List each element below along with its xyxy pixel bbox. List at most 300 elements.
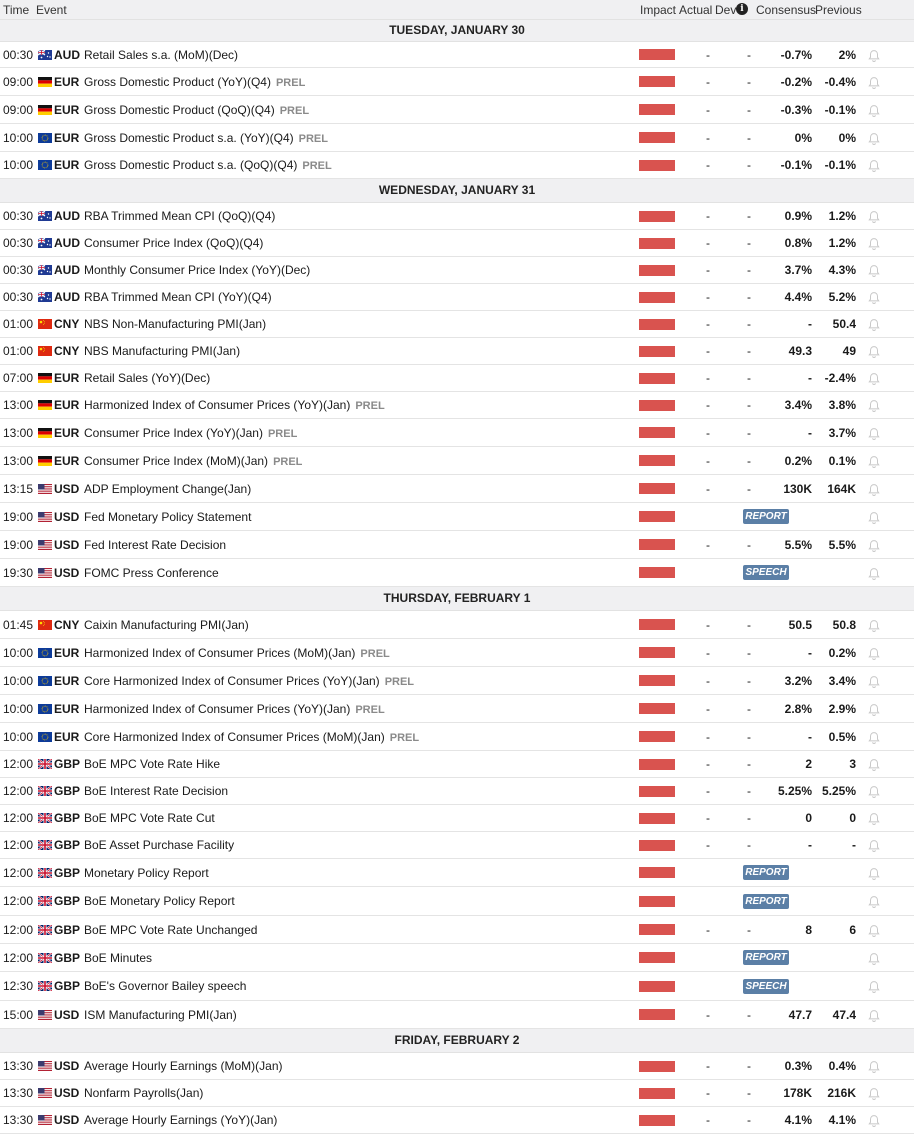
event-name-cell[interactable] bbox=[84, 811, 215, 825]
bell-icon[interactable] bbox=[867, 291, 881, 305]
event-currency: USD bbox=[54, 1059, 80, 1073]
event-currency: AUD bbox=[54, 290, 80, 304]
bell-icon[interactable] bbox=[867, 1060, 881, 1074]
event-name-cell[interactable] bbox=[84, 838, 234, 852]
event-deviation: - bbox=[747, 784, 751, 798]
impact-high-bar bbox=[639, 292, 675, 303]
event-previous: 3.4% bbox=[828, 674, 856, 688]
event-name-cell[interactable] bbox=[84, 158, 332, 172]
event-name-cell[interactable] bbox=[84, 646, 390, 660]
event-consensus: 49.3 bbox=[788, 344, 812, 358]
event-name[interactable]: BoE Minutes bbox=[84, 951, 153, 965]
event-row[interactable] bbox=[0, 152, 914, 179]
gb-flag-icon bbox=[38, 759, 52, 769]
event-time: 13:00 bbox=[3, 426, 34, 440]
event-name-cell[interactable] bbox=[84, 236, 263, 250]
event-name-cell[interactable] bbox=[84, 618, 249, 632]
event-currency: EUR bbox=[54, 674, 80, 688]
day-header: FRIDAY, FEBRUARY 2 bbox=[0, 1029, 914, 1053]
impact-high-bar bbox=[639, 76, 675, 87]
prel-tag: PREL bbox=[279, 105, 310, 117]
impact-high-bar bbox=[639, 924, 675, 935]
event-time: 10:00 bbox=[3, 158, 34, 172]
bell-icon[interactable] bbox=[867, 399, 881, 413]
event-actual: - bbox=[706, 344, 710, 358]
event-time: 13:00 bbox=[3, 398, 34, 412]
bell-icon[interactable] bbox=[867, 567, 881, 581]
event-name-cell[interactable] bbox=[84, 538, 226, 552]
event-row[interactable] bbox=[0, 230, 914, 257]
prel-tag: PREL bbox=[355, 704, 385, 716]
event-name-cell[interactable] bbox=[84, 757, 220, 771]
info-icon[interactable]: i bbox=[736, 3, 748, 15]
bell-icon[interactable] bbox=[867, 647, 881, 661]
event-currency: CNY bbox=[54, 317, 80, 331]
event-consensus: 0.8% bbox=[784, 236, 812, 250]
event-row[interactable] bbox=[0, 611, 914, 639]
bell-icon[interactable] bbox=[867, 132, 881, 146]
event-name[interactable]: Harmonized Index of Consumer Prices (YoY)(Jan) bbox=[84, 398, 351, 412]
event-actual: - bbox=[706, 482, 710, 496]
event-currency: EUR bbox=[54, 702, 80, 716]
event-deviation: - bbox=[747, 344, 751, 358]
event-actual: - bbox=[706, 158, 710, 172]
event-row[interactable] bbox=[0, 695, 914, 723]
event-actual: - bbox=[706, 398, 710, 412]
event-name-cell[interactable] bbox=[84, 426, 297, 440]
event-time: 19:00 bbox=[3, 538, 34, 552]
event-currency: AUD bbox=[54, 209, 80, 223]
bell-icon[interactable] bbox=[867, 49, 881, 63]
event-consensus: 0 bbox=[805, 811, 812, 825]
bell-icon[interactable] bbox=[867, 758, 881, 772]
event-name-cell[interactable] bbox=[84, 784, 228, 798]
event-row[interactable] bbox=[0, 859, 914, 887]
event-name[interactable]: Monetary Policy Report bbox=[84, 866, 209, 880]
bell-icon[interactable] bbox=[867, 1009, 881, 1023]
event-name[interactable]: BoE Monetary Policy Report bbox=[84, 894, 235, 908]
event-deviation: - bbox=[747, 263, 751, 277]
event-actual: - bbox=[706, 838, 710, 852]
impact-high-bar bbox=[639, 373, 675, 384]
event-previous: -2.4% bbox=[824, 371, 856, 385]
us-flag-icon bbox=[38, 540, 52, 550]
event-name[interactable]: BoE MPC Vote Rate Unchanged bbox=[84, 923, 258, 937]
impact-high-bar bbox=[639, 896, 675, 907]
event-previous: 2.9% bbox=[828, 702, 856, 716]
event-row[interactable] bbox=[0, 944, 914, 972]
bell-icon[interactable] bbox=[867, 455, 881, 469]
event-name[interactable]: Harmonized Index of Consumer Prices (MoM)(Jan) bbox=[84, 646, 356, 660]
event-previous: 5.2% bbox=[828, 290, 856, 304]
event-row[interactable] bbox=[0, 124, 914, 152]
eu-flag-icon bbox=[38, 732, 52, 742]
event-row[interactable] bbox=[0, 531, 914, 559]
col-actual[interactable]: Actual bbox=[679, 3, 713, 17]
event-row[interactable] bbox=[0, 1053, 914, 1080]
event-row[interactable] bbox=[0, 559, 914, 587]
event-deviation: - bbox=[747, 398, 751, 412]
au-flag-icon bbox=[38, 292, 52, 302]
bell-icon[interactable] bbox=[867, 104, 881, 118]
report-badge[interactable]: REPORT bbox=[743, 865, 789, 880]
event-deviation: - bbox=[747, 730, 751, 744]
bell-icon[interactable] bbox=[867, 159, 881, 173]
event-actual: - bbox=[706, 538, 710, 552]
bell-icon[interactable] bbox=[867, 1114, 881, 1128]
event-previous: 1.2% bbox=[828, 236, 856, 250]
event-name[interactable]: RBA Trimmed Mean CPI (QoQ)(Q4) bbox=[84, 209, 276, 223]
event-name-cell[interactable] bbox=[84, 674, 414, 688]
event-time: 09:00 bbox=[3, 75, 34, 89]
event-consensus: - bbox=[808, 317, 812, 331]
event-name-cell[interactable] bbox=[84, 209, 275, 223]
event-name[interactable]: Consumer Price Index (MoM)(Jan) bbox=[84, 454, 269, 468]
event-name-cell[interactable] bbox=[84, 1086, 203, 1100]
event-row[interactable] bbox=[0, 503, 914, 531]
bell-icon[interactable] bbox=[867, 867, 881, 881]
event-name[interactable]: NBS Manufacturing PMI(Jan) bbox=[84, 344, 241, 358]
bell-icon[interactable] bbox=[867, 980, 881, 994]
eu-flag-icon bbox=[38, 160, 52, 170]
event-name-cell[interactable] bbox=[84, 1059, 283, 1073]
day-header: TUESDAY, JANUARY 30 bbox=[0, 20, 914, 42]
event-previous: 2% bbox=[838, 48, 856, 62]
event-row[interactable] bbox=[0, 96, 914, 124]
event-name-cell[interactable] bbox=[84, 730, 419, 744]
event-name[interactable]: Gross Domestic Product (QoQ)(Q4) bbox=[84, 103, 275, 117]
event-name-cell[interactable] bbox=[84, 454, 302, 468]
us-flag-icon bbox=[38, 1088, 52, 1098]
us-flag-icon bbox=[38, 1010, 52, 1020]
event-consensus: 0% bbox=[794, 131, 812, 145]
event-name-cell[interactable] bbox=[84, 979, 246, 993]
event-name[interactable]: Monthly Consumer Price Index (YoY)(Dec) bbox=[84, 263, 311, 277]
event-name[interactable]: FOMC Press Conference bbox=[84, 566, 219, 580]
bell-icon[interactable] bbox=[867, 619, 881, 633]
impact-high-bar bbox=[639, 1088, 675, 1099]
event-name[interactable]: ISM Manufacturing PMI(Jan) bbox=[84, 1008, 237, 1022]
event-name[interactable]: BoE's Governor Bailey speech bbox=[84, 979, 247, 993]
event-row[interactable] bbox=[0, 447, 914, 475]
col-previous[interactable]: Previous bbox=[815, 3, 862, 17]
event-time: 00:30 bbox=[3, 290, 34, 304]
event-name-cell[interactable] bbox=[84, 344, 240, 358]
event-deviation: - bbox=[747, 702, 751, 716]
event-name[interactable]: BoE Asset Purchase Facility bbox=[84, 838, 235, 852]
event-consensus: -0.1% bbox=[780, 158, 812, 172]
event-deviation: - bbox=[747, 811, 751, 825]
event-name[interactable]: BoE Interest Rate Decision bbox=[84, 784, 229, 798]
speech-badge[interactable]: SPEECH bbox=[743, 979, 789, 994]
event-actual: - bbox=[706, 1059, 710, 1073]
event-name[interactable]: Consumer Price Index (YoY)(Jan) bbox=[84, 426, 263, 440]
event-name-cell[interactable] bbox=[84, 866, 209, 880]
event-actual: - bbox=[706, 371, 710, 385]
event-name[interactable]: Caixin Manufacturing PMI(Jan) bbox=[84, 618, 249, 632]
event-currency: GBP bbox=[54, 894, 81, 908]
event-row[interactable] bbox=[0, 778, 914, 805]
event-row[interactable] bbox=[0, 475, 914, 503]
impact-high-bar bbox=[639, 132, 675, 143]
cn-flag-icon bbox=[38, 319, 52, 329]
bell-icon[interactable] bbox=[867, 731, 881, 745]
bell-icon[interactable] bbox=[867, 483, 881, 497]
bell-icon[interactable] bbox=[867, 372, 881, 386]
gb-flag-icon bbox=[38, 786, 52, 796]
de-flag-icon bbox=[38, 105, 52, 115]
event-name-cell[interactable] bbox=[84, 290, 272, 304]
event-actual: - bbox=[706, 1008, 710, 1022]
event-name[interactable]: NBS Non-Manufacturing PMI(Jan) bbox=[84, 317, 267, 331]
event-row[interactable] bbox=[0, 392, 914, 419]
event-name[interactable]: BoE MPC Vote Rate Cut bbox=[84, 811, 215, 825]
event-currency: GBP bbox=[54, 951, 81, 965]
bell-icon[interactable] bbox=[867, 895, 881, 909]
event-name-cell[interactable] bbox=[84, 894, 235, 908]
event-deviation: - bbox=[747, 236, 751, 250]
impact-high-bar bbox=[639, 647, 675, 658]
event-name[interactable]: Consumer Price Index (QoQ)(Q4) bbox=[84, 236, 264, 250]
event-name[interactable]: RBA Trimmed Mean CPI (YoY)(Q4) bbox=[84, 290, 272, 304]
bell-icon[interactable] bbox=[867, 703, 881, 717]
event-name-cell[interactable] bbox=[84, 263, 310, 277]
event-row[interactable] bbox=[0, 257, 914, 284]
event-name[interactable]: Gross Domestic Product s.a. (QoQ)(Q4) bbox=[84, 158, 298, 172]
event-row[interactable] bbox=[0, 887, 914, 916]
event-row[interactable] bbox=[0, 667, 914, 695]
event-name[interactable]: Retail Sales (YoY)(Dec) bbox=[84, 371, 211, 385]
event-name-cell[interactable] bbox=[84, 951, 152, 965]
impact-high-bar bbox=[639, 840, 675, 851]
event-time: 00:30 bbox=[3, 48, 34, 62]
event-name[interactable]: BoE MPC Vote Rate Hike bbox=[84, 757, 221, 771]
de-flag-icon bbox=[38, 428, 52, 438]
event-list bbox=[0, 20, 914, 1134]
event-name-cell[interactable] bbox=[84, 103, 309, 117]
event-row[interactable] bbox=[0, 723, 914, 751]
event-row[interactable] bbox=[0, 68, 914, 96]
event-row[interactable] bbox=[0, 805, 914, 832]
bell-icon[interactable] bbox=[867, 952, 881, 966]
event-currency: USD bbox=[54, 510, 80, 524]
event-deviation: - bbox=[747, 317, 751, 331]
bell-icon[interactable] bbox=[867, 237, 881, 251]
event-name-cell[interactable] bbox=[84, 48, 238, 62]
bell-icon[interactable] bbox=[867, 318, 881, 332]
event-previous: 216K bbox=[827, 1086, 856, 1100]
event-name[interactable]: Core Harmonized Index of Consumer Prices (YoY)(Jan) bbox=[84, 674, 380, 688]
col-consensus[interactable]: Consensus bbox=[756, 3, 817, 17]
event-row[interactable] bbox=[0, 916, 914, 944]
event-name[interactable]: Average Hourly Earnings (YoY)(Jan) bbox=[84, 1113, 278, 1127]
event-name[interactable]: Average Hourly Earnings (MoM)(Jan) bbox=[84, 1059, 283, 1073]
event-consensus: - bbox=[808, 730, 812, 744]
event-previous: 0.4% bbox=[828, 1059, 856, 1073]
event-name-cell[interactable] bbox=[84, 317, 266, 331]
event-name-cell[interactable] bbox=[84, 75, 305, 89]
event-consensus: 4.1% bbox=[784, 1113, 812, 1127]
gb-flag-icon bbox=[38, 925, 52, 935]
event-name-cell[interactable] bbox=[84, 1008, 237, 1022]
event-currency: EUR bbox=[54, 371, 80, 385]
event-deviation: - bbox=[747, 426, 751, 440]
event-time: 19:00 bbox=[3, 510, 34, 524]
event-currency: GBP bbox=[54, 784, 81, 798]
event-name-cell[interactable] bbox=[84, 702, 385, 716]
impact-high-bar bbox=[639, 511, 675, 522]
prel-tag: PREL bbox=[384, 676, 415, 688]
col-time[interactable]: Time bbox=[3, 3, 30, 17]
prel-tag: PREL bbox=[298, 133, 328, 145]
event-currency: EUR bbox=[54, 398, 80, 412]
event-name-cell[interactable] bbox=[84, 398, 385, 412]
prel-tag: PREL bbox=[389, 732, 420, 744]
event-previous: -0.1% bbox=[824, 158, 856, 172]
event-time: 13:00 bbox=[3, 454, 34, 468]
event-row[interactable] bbox=[0, 203, 914, 230]
event-previous: 0.2% bbox=[828, 646, 856, 660]
col-event[interactable]: Event bbox=[36, 3, 67, 17]
bell-icon[interactable] bbox=[867, 427, 881, 441]
event-row[interactable] bbox=[0, 832, 914, 859]
event-row[interactable] bbox=[0, 639, 914, 667]
event-consensus: 0.9% bbox=[784, 209, 812, 223]
impact-high-bar bbox=[639, 1061, 675, 1072]
event-previous: 3 bbox=[849, 757, 856, 771]
bell-icon[interactable] bbox=[867, 839, 881, 853]
bell-icon[interactable] bbox=[867, 345, 881, 359]
event-actual: - bbox=[706, 757, 710, 771]
event-row[interactable] bbox=[0, 1001, 914, 1029]
event-deviation: - bbox=[747, 371, 751, 385]
bell-icon[interactable] bbox=[867, 1087, 881, 1101]
impact-high-bar bbox=[639, 759, 675, 770]
event-consensus: -0.7% bbox=[780, 48, 812, 62]
impact-high-bar bbox=[639, 455, 675, 466]
prel-tag: PREL bbox=[360, 648, 390, 660]
event-previous: 0 bbox=[849, 811, 856, 825]
event-name-cell[interactable] bbox=[84, 482, 251, 496]
col-impact[interactable]: Impact bbox=[640, 3, 677, 17]
event-name[interactable]: Harmonized Index of Consumer Prices (YoY)(Jan) bbox=[84, 702, 351, 716]
event-time: 12:00 bbox=[3, 951, 34, 965]
event-row[interactable] bbox=[0, 42, 914, 68]
event-previous: 5.5% bbox=[828, 538, 856, 552]
impact-high-bar bbox=[639, 786, 675, 797]
bell-icon[interactable] bbox=[867, 812, 881, 826]
event-row[interactable] bbox=[0, 311, 914, 338]
event-name[interactable]: Retail Sales s.a. (MoM)(Dec) bbox=[84, 48, 239, 62]
event-consensus: 50.5 bbox=[788, 618, 812, 632]
event-time: 01:45 bbox=[3, 618, 34, 632]
event-name-cell[interactable] bbox=[84, 131, 328, 145]
event-currency: USD bbox=[54, 566, 80, 580]
event-currency: EUR bbox=[54, 426, 80, 440]
bell-icon[interactable] bbox=[867, 675, 881, 689]
event-time: 13:30 bbox=[3, 1059, 34, 1073]
bell-icon[interactable] bbox=[867, 511, 881, 525]
event-currency: EUR bbox=[54, 730, 80, 744]
event-name-cell[interactable] bbox=[84, 1113, 277, 1127]
event-row[interactable] bbox=[0, 1080, 914, 1107]
gb-flag-icon bbox=[38, 868, 52, 878]
event-deviation: - bbox=[747, 1008, 751, 1022]
event-row[interactable] bbox=[0, 338, 914, 365]
report-badge[interactable]: REPORT bbox=[743, 950, 789, 965]
event-name[interactable]: Fed Monetary Policy Statement bbox=[84, 510, 252, 524]
event-deviation: - bbox=[747, 1059, 751, 1073]
bell-icon[interactable] bbox=[867, 210, 881, 224]
event-consensus: 47.7 bbox=[788, 1008, 812, 1022]
event-row[interactable] bbox=[0, 1107, 914, 1134]
event-name[interactable]: Nonfarm Payrolls(Jan) bbox=[84, 1086, 204, 1100]
cn-flag-icon bbox=[38, 620, 52, 630]
event-currency: USD bbox=[54, 1113, 80, 1127]
event-time: 00:30 bbox=[3, 263, 34, 277]
au-flag-icon bbox=[38, 238, 52, 248]
impact-high-bar bbox=[639, 1009, 675, 1020]
event-deviation: - bbox=[747, 618, 751, 632]
event-actual: - bbox=[706, 923, 710, 937]
col-dev[interactable]: Dev bbox=[715, 3, 737, 17]
event-name[interactable]: Fed Interest Rate Decision bbox=[84, 538, 227, 552]
column-header bbox=[0, 0, 914, 20]
bell-icon[interactable] bbox=[867, 539, 881, 553]
event-name[interactable]: Gross Domestic Product (YoY)(Q4) bbox=[84, 75, 271, 89]
event-actual: - bbox=[706, 48, 710, 62]
event-actual: - bbox=[706, 317, 710, 331]
report-badge[interactable]: REPORT bbox=[743, 894, 789, 909]
event-name[interactable]: ADP Employment Change(Jan) bbox=[84, 482, 252, 496]
event-consensus: 5.5% bbox=[784, 538, 812, 552]
event-time: 07:00 bbox=[3, 371, 34, 385]
event-actual: - bbox=[706, 131, 710, 145]
event-name[interactable]: Core Harmonized Index of Consumer Prices (MoM)(Jan) bbox=[84, 730, 385, 744]
event-currency: EUR bbox=[54, 158, 80, 172]
event-actual: - bbox=[706, 75, 710, 89]
event-consensus: 0.2% bbox=[784, 454, 812, 468]
bell-icon[interactable] bbox=[867, 264, 881, 278]
bell-icon[interactable] bbox=[867, 785, 881, 799]
event-consensus: 178K bbox=[783, 1086, 812, 1100]
prel-tag: PREL bbox=[275, 77, 306, 89]
event-row[interactable] bbox=[0, 365, 914, 392]
event-name-cell[interactable] bbox=[84, 566, 219, 580]
report-badge[interactable]: REPORT bbox=[743, 509, 789, 524]
speech-badge[interactable]: SPEECH bbox=[743, 565, 789, 580]
au-flag-icon bbox=[38, 50, 52, 60]
bell-icon[interactable] bbox=[867, 924, 881, 938]
event-name[interactable]: Gross Domestic Product s.a. (YoY)(Q4) bbox=[84, 131, 294, 145]
event-row[interactable] bbox=[0, 751, 914, 778]
gb-flag-icon bbox=[38, 813, 52, 823]
event-row[interactable] bbox=[0, 284, 914, 311]
bell-icon[interactable] bbox=[867, 76, 881, 90]
event-deviation: - bbox=[747, 75, 751, 89]
day-header: WEDNESDAY, JANUARY 31 bbox=[0, 179, 914, 203]
event-row[interactable] bbox=[0, 419, 914, 447]
event-time: 12:00 bbox=[3, 811, 34, 825]
event-currency: USD bbox=[54, 538, 80, 552]
event-previous: 3.8% bbox=[828, 398, 856, 412]
event-row[interactable] bbox=[0, 972, 914, 1001]
event-name-cell[interactable] bbox=[84, 510, 251, 524]
event-previous: 49 bbox=[842, 344, 856, 358]
event-name-cell[interactable] bbox=[84, 371, 210, 385]
event-name-cell[interactable] bbox=[84, 923, 257, 937]
event-currency: GBP bbox=[54, 811, 81, 825]
